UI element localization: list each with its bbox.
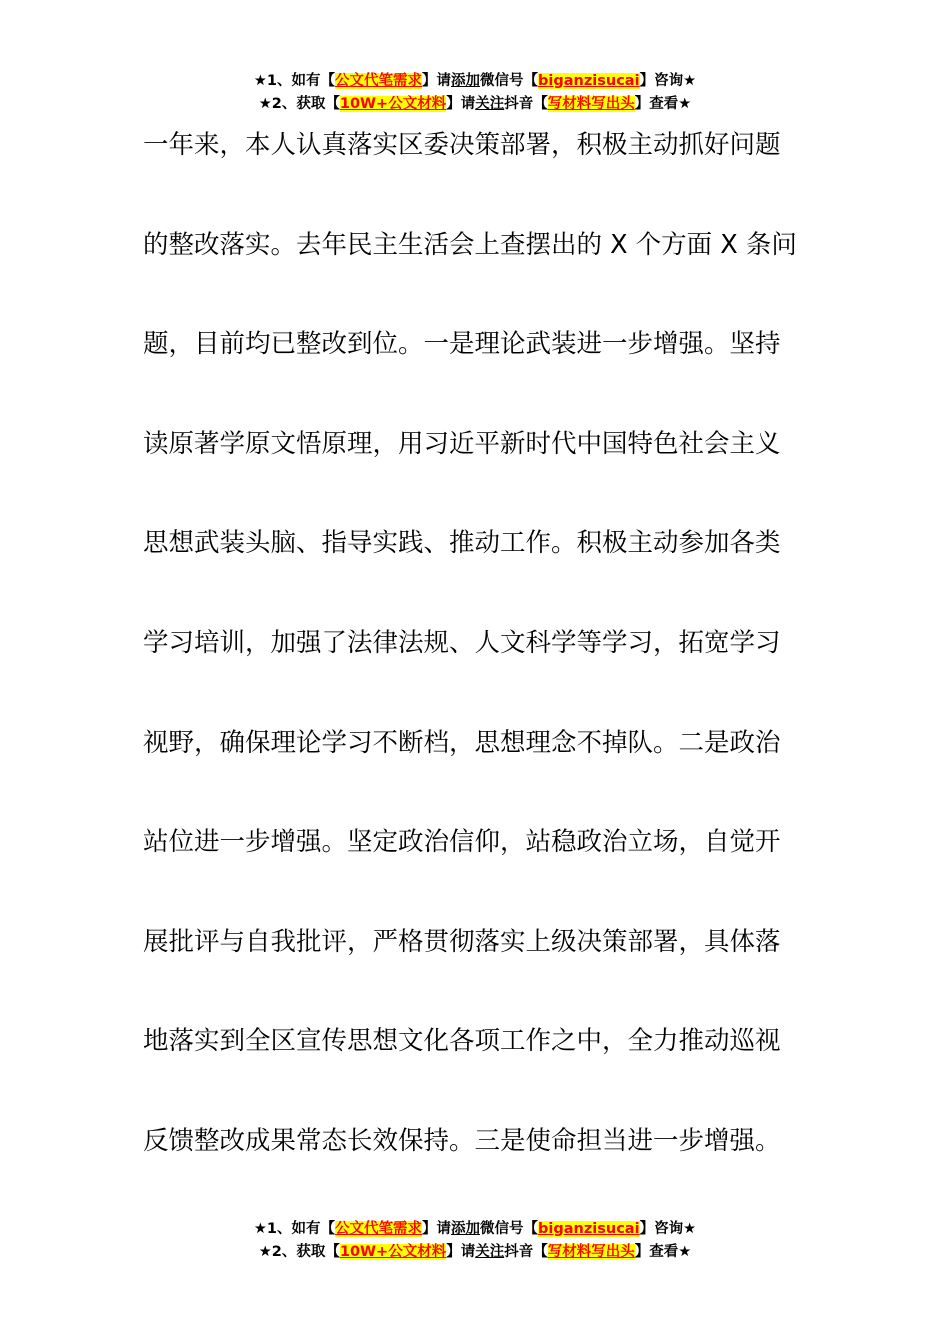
highlight-wechat-id: biganzisucai xyxy=(538,1221,640,1237)
body-line: 地落实到全区宣传思想文化各项工作之中，全力推动巡视 xyxy=(143,1026,781,1057)
banner-line-2 xyxy=(0,1241,950,1264)
banner-text: ★1、如有【 xyxy=(253,73,336,89)
body-line: 反馈整改成果常态长效保持。三是使命担当进一步增强。 xyxy=(143,1125,781,1156)
body-line: 展批评与自我批评，严格贯彻落实上级决策部署，具体落 xyxy=(143,926,781,957)
banner-text: 】咨询★ xyxy=(639,1221,697,1237)
footer-banner xyxy=(0,1218,950,1264)
banner-text: ★1、如有【 xyxy=(253,1221,336,1237)
highlight-wechat-id: biganzisucai xyxy=(538,73,640,89)
highlight-service: 公文代笔需求 xyxy=(335,73,423,89)
banner-text: 】查看★ xyxy=(634,1244,692,1260)
banner-underlined-text: 关注 xyxy=(475,1244,505,1260)
body-line: 读原著学原文悟原理，用习近平新时代中国特色社会主义 xyxy=(143,428,781,459)
header-banner xyxy=(0,70,950,116)
banner-text: 】请 xyxy=(446,1244,476,1260)
body-line: 一年来，本人认真落实区委决策部署，积极主动抓好问题 xyxy=(143,130,781,160)
body-paragraph xyxy=(143,119,803,1215)
banner-text: 】咨询★ xyxy=(639,73,697,89)
body-line: 视野，确保理论学习不断档，思想理念不掉队。二是政治 xyxy=(143,727,781,758)
banner-line-2 xyxy=(0,93,950,116)
highlight-douyin-account: 写材料写出头 xyxy=(547,1244,635,1260)
highlight-materials: 10W+公文材料 xyxy=(339,96,447,112)
highlight-service: 公文代笔需求 xyxy=(335,1221,423,1237)
banner-line-1 xyxy=(0,1218,950,1241)
banner-underlined-text: 添加 xyxy=(451,73,481,89)
banner-text: ★2、获取【 xyxy=(258,96,340,112)
banner-text: 】请 xyxy=(422,73,452,89)
banner-text: 抖音【 xyxy=(504,96,548,112)
banner-text: 】请 xyxy=(446,96,476,112)
banner-text: 抖音【 xyxy=(504,1244,548,1260)
banner-text: 】查看★ xyxy=(634,96,692,112)
body-line: 题，目前均已整改到位。一是理论武装进一步增强。坚持 xyxy=(143,329,781,360)
banner-text: 微信号【 xyxy=(480,1221,539,1237)
banner-text: 】请 xyxy=(422,1221,452,1237)
banner-line-1 xyxy=(0,70,950,93)
body-line: 的整改落实。去年民主生活会上查摆出的 X 个方面 X 条问 xyxy=(143,229,797,260)
banner-underlined-text: 关注 xyxy=(475,96,505,112)
body-line: 站位进一步增强。坚定政治信仰，站稳政治立场，自觉开 xyxy=(143,827,781,858)
banner-text: 微信号【 xyxy=(480,73,539,89)
banner-underlined-text: 添加 xyxy=(451,1221,481,1237)
body-line: 思想武装头脑、指导实践、推动工作。积极主动参加各类 xyxy=(143,528,781,559)
banner-text: ★2、获取【 xyxy=(258,1244,340,1260)
highlight-materials: 10W+公文材料 xyxy=(339,1244,447,1260)
highlight-douyin-account: 写材料写出头 xyxy=(547,96,635,112)
body-line: 学习培训，加强了法律法规、人文科学等学习，拓宽学习 xyxy=(143,627,781,658)
